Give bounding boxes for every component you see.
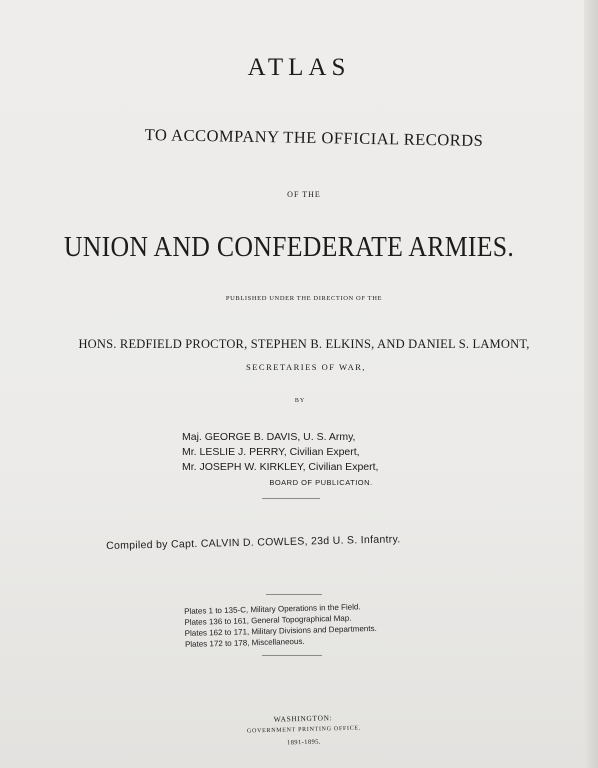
imprint-printer: GOVERNMENT PRINTING OFFICE. [246,725,362,735]
plates-item: Plates 172 to 178, Miscellaneous. [184,636,305,649]
divider-rule [262,498,320,499]
plates-item: Plates 136 to 161, General Topographical Map. [184,613,352,627]
by-text: BY [294,398,306,404]
secretaries-names: HONS. REDFIELD PROCTOR, STEPHEN B. ELKINS, AND DANIEL S. LAMONT, [78,337,530,351]
plates-item: Plates 162 to 171, Military Divisions and Departments. [184,623,377,638]
secretaries-of-war-text: SECRETARIES OF WAR, [246,362,366,372]
compiled-by-text: Compiled by Capt. CALVIN D. COWLES, 23d U. S. Infantry. [106,533,401,552]
armies-heading: UNION AND CONFEDERATE ARMIES. [63,232,515,263]
board-member: Mr. LESLIE J. PERRY, Civilian Expert, [182,446,360,458]
board-member: Mr. JOSEPH W. KIRKLEY, Civilian Expert, [182,461,379,473]
subtitle: TO ACCOMPANY THE OFFICIAL RECORDS [144,125,484,150]
board-of-publication-label: BOARD OF PUBLICATION. [269,478,373,487]
book-binding-edge [584,0,598,768]
divider-rule [262,655,322,656]
atlas-title: ATLAS [247,54,351,81]
published-under-text: PUBLISHED UNDER THE DIRECTION OF THE [225,295,383,302]
imprint-city: WASHINGTON: [273,713,333,724]
board-members [182,430,378,475]
plates-list [184,601,377,650]
board-member: Maj. GEORGE B. DAVIS, U. S. Army, [182,431,356,443]
plates-item: Plates 1 to 135-C, Military Operations in the Field. [184,602,361,616]
of-the-text: OF THE [287,190,321,199]
imprint-years: 1891-1895. [287,738,321,747]
divider-rule [266,594,322,595]
